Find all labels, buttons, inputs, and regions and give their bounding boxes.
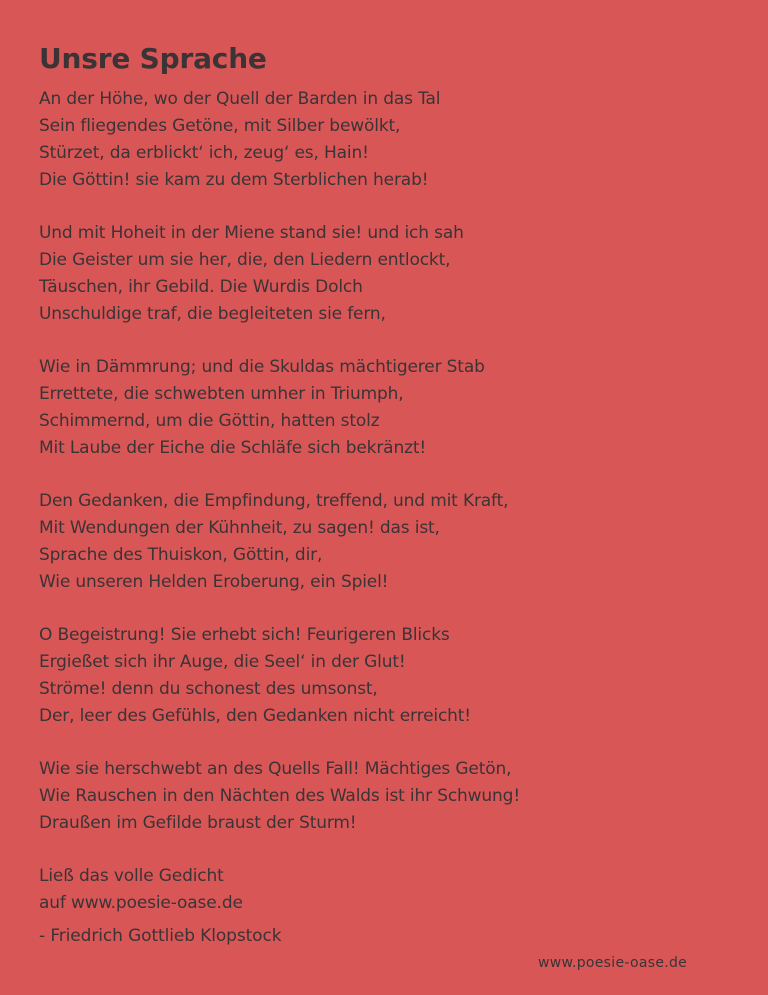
poem-line: Stürzet, da erblickt‘ ich, zeug‘ es, Hain!	[39, 143, 369, 163]
footer-website: www.poesie-oase.de	[538, 955, 688, 971]
poem-line: O Begeistrung! Sie erhebt sich! Feurigeren Blicks	[39, 625, 450, 645]
poem-line: Ströme! denn du schonest des umsonst,	[39, 679, 378, 699]
stanza-5	[39, 622, 739, 730]
poem-line: Täuschen, ihr Gebild. Die Wurdis Dolch	[39, 277, 363, 297]
poem-line: Wie in Dämmrung; und die Skuldas mächtigerer Stab	[39, 357, 485, 377]
poem-line: Sein fliegendes Getöne, mit Silber bewölkt,	[39, 116, 401, 136]
poem-line: Errettete, die schwebten umher in Triumph,	[39, 384, 404, 404]
stanza-6	[39, 756, 739, 837]
stanza-3	[39, 354, 739, 462]
stanza-2	[39, 220, 739, 328]
poem-line: Wie unseren Helden Eroberung, ein Spiel!	[39, 572, 389, 592]
poem-line: Den Gedanken, die Empfindung, treffend, und mit Kraft,	[39, 491, 509, 511]
read-full-poem-note	[39, 863, 739, 917]
poem-line: Die Göttin! sie kam zu dem Sterblichen herab!	[39, 170, 429, 190]
poem-line: An der Höhe, wo der Quell der Barden in das Tal	[39, 89, 441, 109]
cta-link-line: auf www.poesie-oase.de	[39, 893, 243, 913]
poem-line: Unschuldige traf, die begleiteten sie fern,	[39, 304, 386, 324]
poem-line: Wie sie herschwebt an des Quells Fall! Mächtiges Getön,	[39, 759, 512, 779]
poem-line: Schimmernd, um die Göttin, hatten stolz	[39, 411, 380, 431]
poem-line: Und mit Hoheit in der Miene stand sie! und ich sah	[39, 223, 464, 243]
poem-line: Der, leer des Gefühls, den Gedanken nicht erreicht!	[39, 706, 471, 726]
cta-line: Ließ das volle Gedicht	[39, 866, 224, 886]
stanza-4	[39, 488, 739, 596]
poem-title: Unsre Sprache	[39, 42, 267, 75]
poem-page	[39, 40, 739, 950]
poem-line: Sprache des Thuiskon, Göttin, dir,	[39, 545, 323, 565]
poem-line: Ergießet sich ihr Auge, die Seel‘ in der Glut!	[39, 652, 406, 672]
poem-author: - Friedrich Gottlieb Klopstock	[39, 926, 282, 946]
poem-line: Die Geister um sie her, die, den Liedern entlockt,	[39, 250, 451, 270]
poem-line: Wie Rauschen in den Nächten des Walds ist ihr Schwung!	[39, 786, 520, 806]
poem-line: Mit Wendungen der Kühnheit, zu sagen! das ist,	[39, 518, 440, 538]
poem-line: Draußen im Gefilde braust der Sturm!	[39, 813, 357, 833]
poem-line: Mit Laube der Eiche die Schläfe sich bekränzt!	[39, 438, 427, 458]
stanza-1	[39, 86, 739, 194]
